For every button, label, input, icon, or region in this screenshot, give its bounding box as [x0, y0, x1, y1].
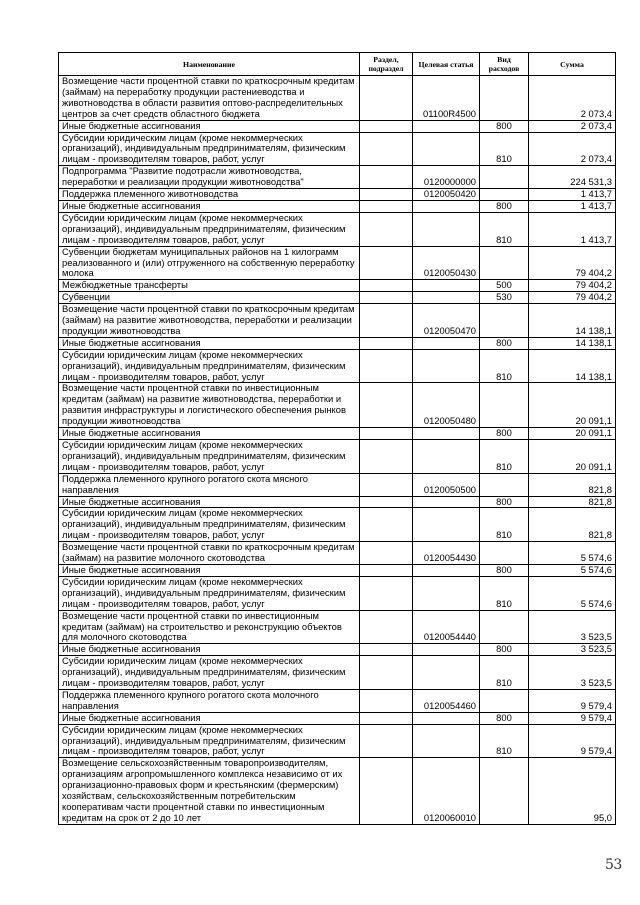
cell-name: Возмещение части процентной ставки по краткосрочным кредитам (займам) на развитие животноводства, переработки и реализации продукции животноводства: [59, 304, 360, 338]
table-row: [59, 292, 616, 304]
cell-target: 0120050420: [413, 189, 480, 201]
cell-type: 810: [480, 508, 529, 542]
table-row: [59, 656, 616, 690]
table-row: [59, 576, 616, 610]
table-row: [59, 246, 616, 280]
page-number: 53: [605, 857, 622, 873]
cell-target: [413, 280, 480, 292]
cell-target: [413, 724, 480, 758]
cell-sum: 5 574,6: [529, 564, 616, 576]
cell-name: Иные бюджетные ассигнования: [59, 120, 360, 132]
cell-name: Субсидии юридическим лицам (кроме некоммерческих организаций), индивидуальным предпринимателям, физическим лицам - производителям товаров, работ, услуг: [59, 724, 360, 758]
cell-type: [480, 304, 529, 338]
cell-target: [413, 200, 480, 212]
cell-name: Субсидии юридическим лицам (кроме некоммерческих организаций), индивидуальным предпринимателям, физическим лицам - производителям товаров, работ, услуг: [59, 656, 360, 690]
cell-type: 500: [480, 280, 529, 292]
cell-section: [360, 440, 413, 474]
cell-sum: 79 404,2: [529, 280, 616, 292]
cell-section: [360, 576, 413, 610]
cell-sum: 14 138,1: [529, 304, 616, 338]
cell-target: [413, 337, 480, 349]
cell-name: Субвенции: [59, 292, 360, 304]
cell-sum: 1 413,7: [529, 200, 616, 212]
cell-type: 800: [480, 644, 529, 656]
cell-type: 810: [480, 656, 529, 690]
table-row: [59, 440, 616, 474]
cell-type: 800: [480, 337, 529, 349]
cell-target: [413, 212, 480, 246]
cell-type: 800: [480, 200, 529, 212]
budget-table: [58, 52, 616, 825]
cell-type: [480, 689, 529, 712]
cell-name: Иные бюджетные ассигнования: [59, 428, 360, 440]
cell-name: Возмещение части процентной ставки по краткосрочным кредитам (займам) на переработку продукции растениеводства и животноводства в области развития оптово-распределительных центров за счет средств областного бюджета: [59, 76, 360, 121]
cell-section: [360, 349, 413, 383]
cell-section: [360, 189, 413, 201]
cell-target: 0120060010: [413, 758, 480, 824]
cell-type: [480, 758, 529, 824]
header-target: Целевая статья: [413, 53, 480, 76]
cell-sum: 9 579,4: [529, 712, 616, 724]
cell-section: [360, 246, 413, 280]
cell-type: 810: [480, 440, 529, 474]
table-row: [59, 383, 616, 428]
cell-name: Возмещение части процентной ставки по краткосрочным кредитам (займам) на развитие молочного скотоводства: [59, 542, 360, 565]
cell-target: [413, 440, 480, 474]
cell-sum: 2 073,4: [529, 120, 616, 132]
table-row: [59, 610, 616, 644]
cell-name: Поддержка племенного животноводства: [59, 189, 360, 201]
cell-type: 800: [480, 564, 529, 576]
table-row: [59, 337, 616, 349]
table-row: [59, 508, 616, 542]
cell-sum: 14 138,1: [529, 337, 616, 349]
cell-section: [360, 758, 413, 824]
cell-type: [480, 610, 529, 644]
cell-target: 0120050480: [413, 383, 480, 428]
table-row: [59, 76, 616, 121]
cell-name: Иные бюджетные ассигнования: [59, 564, 360, 576]
cell-sum: 95,0: [529, 758, 616, 824]
cell-target: 0120054430: [413, 542, 480, 565]
cell-type: 810: [480, 212, 529, 246]
table-row: [59, 724, 616, 758]
cell-sum: 3 523,5: [529, 610, 616, 644]
cell-sum: 20 091,1: [529, 428, 616, 440]
cell-target: [413, 428, 480, 440]
cell-name: Поддержка племенного крупного рогатого скота мясного направления: [59, 473, 360, 496]
cell-section: [360, 564, 413, 576]
table-row: [59, 496, 616, 508]
cell-section: [360, 76, 413, 121]
cell-target: 0120050430: [413, 246, 480, 280]
cell-target: [413, 656, 480, 690]
cell-target: [413, 292, 480, 304]
cell-name: Межбюджетные трансферты: [59, 280, 360, 292]
cell-name: Иные бюджетные ассигнования: [59, 337, 360, 349]
cell-sum: 1 413,7: [529, 189, 616, 201]
cell-section: [360, 304, 413, 338]
cell-sum: 5 574,6: [529, 576, 616, 610]
cell-sum: 9 579,4: [529, 724, 616, 758]
cell-name: Субсидии юридическим лицам (кроме некоммерческих организаций), индивидуальным предпринимателям, физическим лицам - производителям товаров, работ, услуг: [59, 349, 360, 383]
table-row: [59, 132, 616, 166]
cell-name: Субсидии юридическим лицам (кроме некоммерческих организаций), индивидуальным предпринимателям, физическим лицам - производителям товаров, работ, услуг: [59, 212, 360, 246]
cell-sum: 3 523,5: [529, 656, 616, 690]
cell-section: [360, 120, 413, 132]
header-type: Вид расходов: [480, 53, 529, 76]
cell-target: 0120050500: [413, 473, 480, 496]
cell-name: Иные бюджетные ассигнования: [59, 200, 360, 212]
cell-section: [360, 428, 413, 440]
table-row: [59, 428, 616, 440]
cell-name: Подпрограмма "Развитие подотрасли животноводства, переработки и реализации продукции животноводства": [59, 166, 360, 189]
cell-section: [360, 656, 413, 690]
cell-sum: 224 531,3: [529, 166, 616, 189]
cell-type: [480, 246, 529, 280]
cell-name: Иные бюджетные ассигнования: [59, 644, 360, 656]
cell-target: [413, 120, 480, 132]
table-row: [59, 120, 616, 132]
cell-section: [360, 280, 413, 292]
cell-name: Субсидии юридическим лицам (кроме некоммерческих организаций), индивидуальным предпринимателям, физическим лицам - производителям товаров, работ, услуг: [59, 576, 360, 610]
cell-section: [360, 166, 413, 189]
cell-section: [360, 132, 413, 166]
table-row: [59, 212, 616, 246]
table-row: [59, 280, 616, 292]
table-row: [59, 689, 616, 712]
cell-type: [480, 189, 529, 201]
cell-sum: 2 073,4: [529, 132, 616, 166]
cell-type: 810: [480, 132, 529, 166]
table-row: [59, 200, 616, 212]
cell-type: [480, 166, 529, 189]
cell-sum: 20 091,1: [529, 440, 616, 474]
cell-type: [480, 76, 529, 121]
cell-type: 800: [480, 120, 529, 132]
cell-section: [360, 337, 413, 349]
cell-type: 810: [480, 349, 529, 383]
cell-target: [413, 564, 480, 576]
cell-name: Субсидии юридическим лицам (кроме некоммерческих организаций), индивидуальным предпринимателям, физическим лицам - производителям товаров, работ, услуг: [59, 440, 360, 474]
cell-section: [360, 200, 413, 212]
cell-name: Иные бюджетные ассигнования: [59, 712, 360, 724]
cell-section: [360, 508, 413, 542]
cell-target: 0120054440: [413, 610, 480, 644]
cell-target: [413, 576, 480, 610]
cell-section: [360, 292, 413, 304]
cell-name: Поддержка племенного крупного рогатого скота молочного направления: [59, 689, 360, 712]
cell-sum: 821,8: [529, 496, 616, 508]
cell-name: Возмещение части процентной ставки по инвестиционным кредитам (займам) на развитие животноводства, переработки и развития инфраструктуры и логистического обеспечения рынков продукции животноводства: [59, 383, 360, 428]
cell-section: [360, 724, 413, 758]
cell-name: Субсидии юридическим лицам (кроме некоммерческих организаций), индивидуальным предпринимателям, физическим лицам - производителям товаров, работ, услуг: [59, 508, 360, 542]
table-row: [59, 758, 616, 824]
cell-section: [360, 610, 413, 644]
table-row: [59, 189, 616, 201]
cell-target: 01100R4500: [413, 76, 480, 121]
cell-name: Субвенции бюджетам муниципальных районов на 1 килограмм реализованного и (или) отгруженного на собственную переработку молока: [59, 246, 360, 280]
cell-type: [480, 383, 529, 428]
cell-target: [413, 644, 480, 656]
cell-type: 800: [480, 712, 529, 724]
cell-sum: 79 404,2: [529, 292, 616, 304]
cell-type: 810: [480, 576, 529, 610]
cell-section: [360, 689, 413, 712]
cell-target: 0120054460: [413, 689, 480, 712]
cell-section: [360, 712, 413, 724]
table-body: [59, 76, 616, 825]
table-row: [59, 166, 616, 189]
cell-target: 0120050470: [413, 304, 480, 338]
cell-type: [480, 542, 529, 565]
header-section: Раздел, подраздел: [360, 53, 413, 76]
cell-sum: 5 574,6: [529, 542, 616, 565]
cell-name: Иные бюджетные ассигнования: [59, 496, 360, 508]
cell-type: 800: [480, 428, 529, 440]
cell-section: [360, 542, 413, 565]
header-name: Наименование: [59, 53, 360, 76]
cell-section: [360, 473, 413, 496]
table-row: [59, 304, 616, 338]
cell-section: [360, 212, 413, 246]
cell-name: Возмещение сельскохозяйственным товаропроизводителям, организациям агропромышленного комплекса независимо от их организационно-правовых форм и крестьянским (фермерским) хозяйствам, сельскохозяйственным потребительским кооперативам части процентной ставки по инвестиционным кредитам на срок от 2 до 10 лет: [59, 758, 360, 824]
table-row: [59, 712, 616, 724]
cell-section: [360, 496, 413, 508]
cell-type: 810: [480, 724, 529, 758]
cell-sum: 2 073,4: [529, 76, 616, 121]
cell-target: [413, 496, 480, 508]
cell-sum: 1 413,7: [529, 212, 616, 246]
table-row: [59, 564, 616, 576]
header-sum: Сумма: [529, 53, 616, 76]
cell-sum: 14 138,1: [529, 349, 616, 383]
cell-sum: 821,8: [529, 473, 616, 496]
cell-target: [413, 712, 480, 724]
table-row: [59, 644, 616, 656]
cell-sum: 821,8: [529, 508, 616, 542]
cell-type: 800: [480, 496, 529, 508]
table-header-row: [59, 53, 616, 76]
cell-name: Возмещение части процентной ставки по инвестиционным кредитам (займам) на строительство и реконструкцию объектов для молочного скотоводства: [59, 610, 360, 644]
cell-name: Субсидии юридическим лицам (кроме некоммерческих организаций), индивидуальным предпринимателям, физическим лицам - производителям товаров, работ, услуг: [59, 132, 360, 166]
table-row: [59, 349, 616, 383]
cell-type: [480, 473, 529, 496]
cell-target: [413, 349, 480, 383]
cell-sum: 20 091,1: [529, 383, 616, 428]
cell-target: [413, 132, 480, 166]
cell-target: 0120000000: [413, 166, 480, 189]
table-row: [59, 473, 616, 496]
table-row: [59, 542, 616, 565]
cell-section: [360, 644, 413, 656]
cell-sum: 79 404,2: [529, 246, 616, 280]
cell-sum: 9 579,4: [529, 689, 616, 712]
cell-target: [413, 508, 480, 542]
cell-section: [360, 383, 413, 428]
cell-sum: 3 523,5: [529, 644, 616, 656]
cell-type: 530: [480, 292, 529, 304]
